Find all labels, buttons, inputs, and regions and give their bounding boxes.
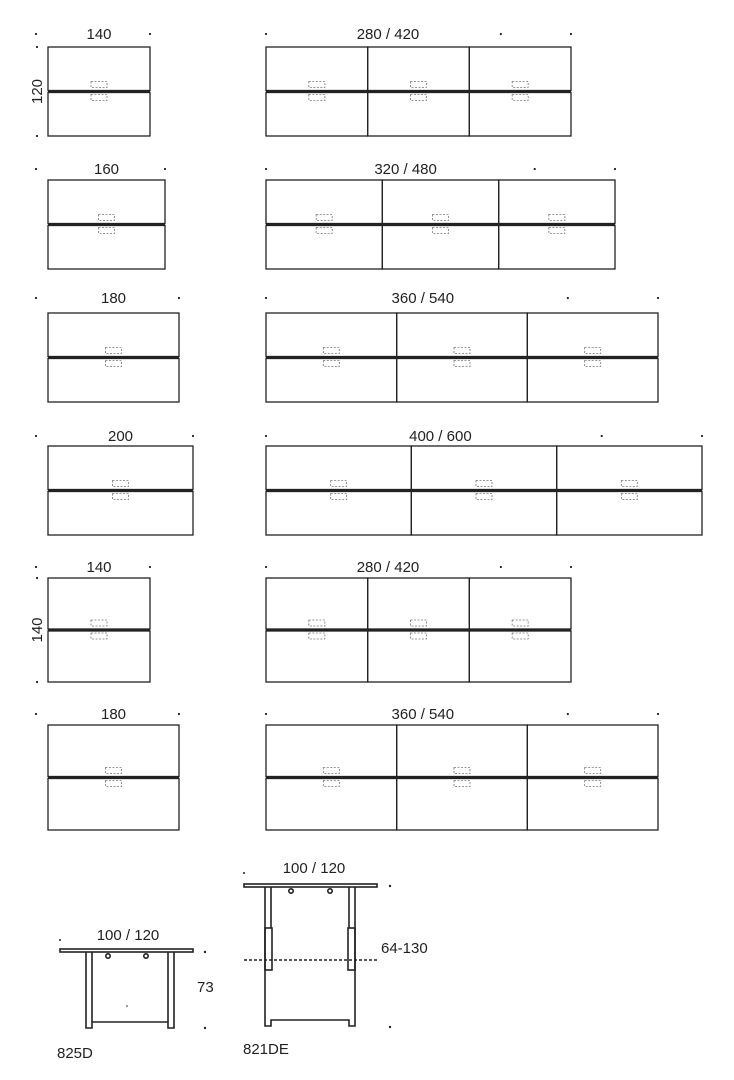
cable-tray-icon	[106, 768, 122, 774]
cable-tray-icon	[91, 620, 107, 626]
cable-tray-icon	[91, 95, 107, 101]
cable-tray-icon	[323, 361, 339, 367]
single-width-label: 200	[107, 428, 134, 445]
cable-tray-icon	[106, 781, 122, 787]
plan-row	[29, 26, 572, 137]
width-label-825d: 100 / 120	[96, 927, 160, 944]
dim-dot	[570, 33, 572, 35]
desk-top-right	[48, 359, 179, 403]
cable-tray-icon	[91, 82, 107, 88]
plan-views	[29, 26, 703, 830]
cable-tray-icon	[309, 633, 325, 639]
column-sleeve	[348, 928, 355, 970]
desk-top-left	[382, 180, 498, 224]
desk-top-left	[411, 446, 556, 490]
desk-top-left	[266, 725, 397, 777]
dim-dot	[389, 885, 391, 887]
desk-top-left	[527, 313, 658, 357]
width-label-821de: 100 / 120	[282, 860, 346, 877]
desk-top-right	[527, 359, 658, 403]
desk-top	[244, 884, 377, 887]
dim-dot	[35, 168, 37, 170]
dim-dot	[35, 33, 37, 35]
dim-dot	[36, 577, 38, 579]
height-label-825d: 73	[197, 979, 214, 996]
cable-tray-icon	[331, 494, 347, 500]
dim-dot	[265, 33, 267, 35]
desk-top-right	[48, 93, 150, 137]
cable-tray-icon	[106, 348, 122, 354]
cable-tray-icon	[309, 82, 325, 88]
dim-dot	[243, 872, 245, 874]
dim-dot	[36, 681, 38, 683]
multi-width-label: 280 / 420	[356, 26, 420, 43]
model-code-825d: 825D	[57, 1045, 93, 1062]
desk-top-right	[266, 631, 368, 682]
dim-dot	[59, 939, 61, 941]
dim-dot	[36, 46, 38, 48]
desk-top-right	[411, 492, 556, 536]
desk-top-right	[499, 226, 615, 270]
dim-dot	[265, 168, 267, 170]
desk-top-left	[48, 47, 150, 91]
cable-tray-icon	[99, 228, 115, 234]
side-view-825d	[59, 939, 206, 1029]
desk-top-left	[368, 578, 470, 629]
desk-top-left	[48, 446, 193, 490]
cable-tray-icon	[549, 215, 565, 221]
desk-top-left	[397, 313, 528, 357]
dim-dot	[567, 713, 569, 715]
single-width-label: 180	[100, 290, 127, 307]
frame	[86, 952, 174, 1028]
desk-top-left	[368, 47, 470, 91]
dim-dot	[35, 435, 37, 437]
single-width-label: 140	[86, 26, 112, 43]
desk-top-left	[266, 313, 397, 357]
dim-dot	[500, 566, 502, 568]
cable-tray-icon	[512, 82, 528, 88]
dim-dot	[389, 1026, 391, 1028]
depth-label: 140	[29, 617, 46, 643]
dim-dot	[657, 297, 659, 299]
cable-tray-icon	[309, 620, 325, 626]
mount-knob	[289, 889, 293, 893]
cable-tray-icon	[99, 215, 115, 221]
cable-tray-icon	[323, 781, 339, 787]
desk-top-left	[48, 313, 179, 357]
dim-dot	[204, 951, 206, 953]
dim-dot	[36, 135, 38, 137]
dim-dot	[149, 33, 151, 35]
cable-tray-icon	[411, 620, 427, 626]
dim-dot	[601, 435, 603, 437]
cable-tray-icon	[585, 361, 601, 367]
single-width-label: 180	[100, 706, 127, 723]
dim-dot	[35, 297, 37, 299]
column-sleeve	[265, 928, 272, 970]
dim-dot	[500, 33, 502, 35]
cable-tray-icon	[113, 494, 129, 500]
cable-tray-icon	[621, 481, 637, 487]
desk-top-right	[382, 226, 498, 270]
desk-top-left	[557, 446, 702, 490]
desk-top-left	[469, 47, 571, 91]
desk-top-left	[266, 180, 382, 224]
desk-top-right	[266, 359, 397, 403]
model-code-821de: 821DE	[243, 1041, 289, 1058]
cable-tray-icon	[113, 481, 129, 487]
depth-label: 120	[29, 78, 46, 105]
cable-tray-icon	[454, 361, 470, 367]
cable-tray-icon	[512, 620, 528, 626]
dim-dot	[149, 566, 151, 568]
cable-tray-icon	[621, 494, 637, 500]
cable-tray-icon	[316, 215, 332, 221]
dim-dot	[265, 713, 267, 715]
desk-top	[60, 949, 193, 952]
single-width-label: 140	[86, 559, 112, 576]
dim-dot	[534, 168, 536, 170]
cable-tray-icon	[454, 348, 470, 354]
cable-tray-icon	[476, 481, 492, 487]
dim-dot	[192, 435, 194, 437]
cable-tray-icon	[411, 95, 427, 101]
multi-width-label: 320 / 480	[374, 161, 437, 178]
desk-top-right	[266, 226, 382, 270]
cable-tray-icon	[433, 228, 449, 234]
cable-tray-icon	[512, 95, 528, 101]
desk-top-right	[368, 93, 470, 137]
desk-top-right	[48, 492, 193, 536]
dim-dot	[567, 297, 569, 299]
dim-dot	[614, 168, 616, 170]
cable-tray-icon	[411, 82, 427, 88]
cable-tray-icon	[106, 361, 122, 367]
desk-top-left	[266, 578, 368, 629]
dim-dot	[178, 297, 180, 299]
mount-knob	[106, 954, 110, 958]
dim-dot	[204, 1027, 206, 1029]
dim-dot	[35, 713, 37, 715]
dim-dot	[178, 713, 180, 715]
desk-top-left	[499, 180, 615, 224]
desk-top-right	[469, 93, 571, 137]
desk-top-right	[397, 359, 528, 403]
cable-tray-icon	[323, 768, 339, 774]
cable-tray-icon	[91, 633, 107, 639]
dim-dot	[701, 435, 703, 437]
dim-dot	[265, 566, 267, 568]
cable-tray-icon	[476, 494, 492, 500]
cable-tray-icon	[433, 215, 449, 221]
multi-width-label: 360 / 540	[391, 706, 455, 723]
desk-top-right	[266, 93, 368, 137]
cable-tray-icon	[512, 633, 528, 639]
desk-top-left	[48, 725, 179, 777]
desk-top-left	[48, 578, 150, 629]
plan-row	[35, 290, 659, 402]
desk-top-left	[266, 47, 368, 91]
cable-tray-icon	[323, 348, 339, 354]
desk-top-left	[469, 578, 571, 629]
cable-tray-icon	[585, 348, 601, 354]
desk-top-left	[397, 725, 528, 777]
cable-tray-icon	[454, 781, 470, 787]
cable-tray-icon	[316, 228, 332, 234]
dim-dot	[570, 566, 572, 568]
center-mark	[126, 1005, 128, 1007]
cable-tray-icon	[585, 768, 601, 774]
dim-dot	[35, 566, 37, 568]
desk-top-right	[48, 226, 165, 270]
desk-top-left	[266, 446, 411, 490]
height-label-821de: 64-130	[381, 940, 428, 957]
desk-top-right	[266, 492, 411, 536]
plan-row	[35, 428, 703, 535]
dim-dot	[164, 168, 166, 170]
cable-tray-icon	[411, 633, 427, 639]
desk-top-right	[557, 492, 702, 536]
cable-tray-icon	[549, 228, 565, 234]
multi-width-label: 400 / 600	[409, 428, 472, 445]
single-width-label: 160	[93, 161, 120, 178]
dim-dot	[265, 435, 267, 437]
mount-knob	[144, 954, 148, 958]
multi-width-label: 280 / 420	[356, 559, 420, 576]
cable-tray-icon	[585, 781, 601, 787]
desk-top-right	[527, 779, 658, 831]
cable-tray-icon	[454, 768, 470, 774]
multi-width-label: 360 / 540	[391, 290, 455, 307]
plan-row	[29, 559, 572, 683]
desk-top-left	[48, 180, 165, 224]
dim-dot	[265, 297, 267, 299]
plan-row	[35, 706, 659, 830]
cable-tray-icon	[331, 481, 347, 487]
outer-leg	[265, 887, 355, 1026]
plan-row	[35, 161, 616, 269]
dim-dot	[657, 713, 659, 715]
cable-tray-icon	[309, 95, 325, 101]
desk-top-left	[527, 725, 658, 777]
side-view-821de	[243, 872, 391, 1028]
mount-knob	[328, 889, 332, 893]
